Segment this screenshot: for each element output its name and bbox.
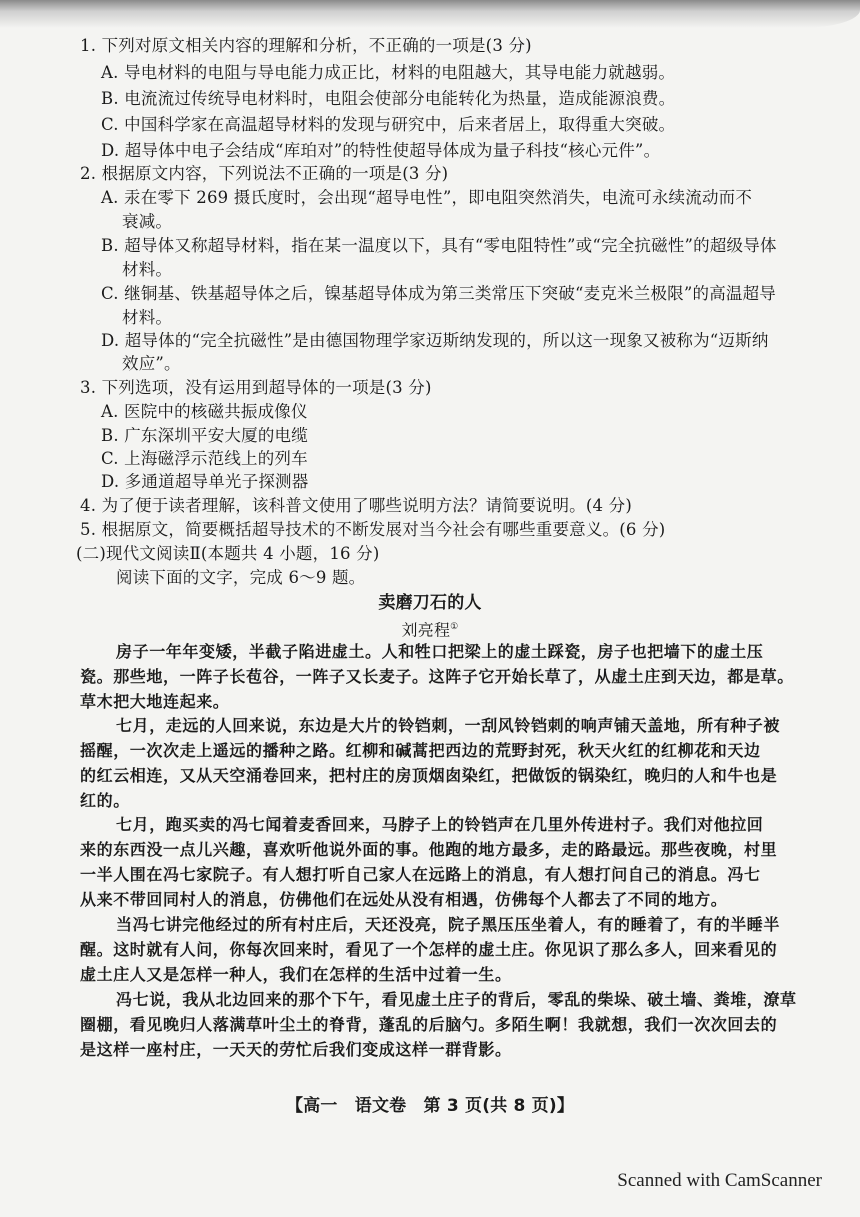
- question-2-option-d-cont: 效应”。: [122, 354, 181, 373]
- story-line: 草木把大地连起来。: [80, 692, 230, 711]
- story-line: 七月，走远的人回来说，东边是大片的铃铛刺，一刮风铃铛刺的响声铺天盖地，所有种子被: [116, 716, 781, 735]
- story-line: 醒。这时就有人问，你每次回来时，看见了一个怎样的虚土庄。你见识了那么多人，回来看见的: [80, 940, 778, 959]
- question-2-option-a-cont: 衰减。: [122, 212, 173, 231]
- question-2-option-b: B. 超导体又称超导材料，指在某一温度以下，具有“零电阻特性”或“完全抗磁性”的超级导体: [101, 236, 777, 255]
- question-2-option-c-cont: 材料。: [122, 308, 173, 327]
- question-4: 4. 为了便于读者理解，该科普文使用了哪些说明方法？请简要说明。(4 分): [80, 496, 633, 515]
- question-2-stem: 2. 根据原文内容，下列说法不正确的一项是(3 分): [80, 164, 449, 183]
- story-line: 从来不带回同村人的消息，仿佛他们在远处从没有相遇，仿佛每个人都去了不同的地方。: [80, 890, 728, 909]
- story-line: 一半人围在冯七家院子。有人想打听自己家人在远路上的消息，有人想打问自己的消息。冯七: [80, 865, 761, 884]
- story-author-line: [0, 615, 860, 642]
- footnote-marker: ①: [450, 622, 459, 632]
- section-2-heading: (二)现代文阅读Ⅱ(本题共 4 小题，16 分): [76, 544, 380, 563]
- question-1-option-b: B. 电流流过传统导电材料时，电阻会使部分电能转化为热量，造成能源浪费。: [101, 89, 676, 108]
- camscanner-watermark: Scanned with CamScanner: [617, 1170, 822, 1191]
- story-line: 红的。: [80, 791, 130, 810]
- story-line: 瓷。那些地，一阵子长苞谷，一阵子又长麦子。这阵子它开始长草了，从虚土庄到天边，都是草。: [80, 667, 794, 686]
- story-author: 刘亮程: [401, 620, 451, 640]
- question-2-option-a: A. 汞在零下 269 摄氏度时，会出现“超导电性”，即电阻突然消失，电流可永续流动而不: [101, 188, 753, 207]
- story-line: 当冯七讲完他经过的所有村庄后，天还没亮，院子黑压压坐着人，有的睡着了，有的半睡半: [116, 915, 781, 934]
- page-footer: 【高一 语文卷 第 3 页(共 8 页)】: [285, 1096, 575, 1116]
- story-line: 圈棚，看见晚归人落满草叶尘土的脊背，蓬乱的后脑勺。多陌生啊！我就想，我们一次次回去的: [80, 1015, 778, 1034]
- story-line: 摇醒，一次次走上遥远的播种之路。红柳和碱蒿把西边的荒野封死，秋天火红的红柳花和天边: [80, 741, 761, 760]
- question-1-option-a: A. 导电材料的电阻与导电能力成正比，材料的电阻越大，其导电能力就越弱。: [101, 63, 676, 82]
- question-5: 5. 根据原文，简要概括超导技术的不断发展对当今社会有哪些重要意义。(6 分): [80, 520, 666, 539]
- story-line: 冯七说，我从北边回来的那个下午，看见虚土庄子的背后，零乱的柴垛、破土墙、粪堆，潦草: [116, 990, 797, 1009]
- question-1-option-c: C. 中国科学家在高温超导材料的发现与研究中，后来者居上，取得重大突破。: [101, 115, 676, 134]
- story-line: 七月，跑买卖的冯七闻着麦香回来，马脖子上的铃铛声在几里外传进村子。我们对他拉回: [116, 815, 764, 834]
- story-line: 房子一年年变矮，半截子陷进虚土。人和牲口把梁上的虚土踩瓷，房子也把墙下的虚土压: [116, 642, 764, 661]
- question-1-stem: 1. 下列对原文相关内容的理解和分析，不正确的一项是(3 分): [80, 36, 532, 55]
- question-2-option-b-cont: 材料。: [122, 260, 173, 279]
- story-line: 的红云相连，又从天空涌卷回来，把村庄的房顶烟囱染红，把做饭的锅染红，晚归的人和牛也是: [80, 766, 778, 785]
- question-3-option-b: B. 广东深圳平安大厦的电缆: [101, 426, 308, 445]
- question-2-option-c: C. 继铜基、铁基超导体之后，镍基超导体成为第三类常压下突破“麦克米兰极限”的高温超导: [101, 284, 776, 303]
- story-line: 来的东西没一点儿兴趣，喜欢听他说外面的事。他跑的地方最多，走的路最远。那些夜晚，村里: [80, 840, 778, 859]
- question-3-option-c: C. 上海磁浮示范线上的列车: [101, 449, 308, 468]
- section-2-instruction: 阅读下面的文字，完成 6～9 题。: [116, 568, 366, 587]
- question-3-stem: 3. 下列选项，没有运用到超导体的一项是(3 分): [80, 378, 432, 397]
- story-title: 卖磨刀石的人: [378, 593, 482, 613]
- question-2-option-d: D. 超导体的“完全抗磁性”是由德国物理学家迈斯纳发现的，所以这一现象又被称为“迈斯纳: [101, 331, 769, 350]
- story-line: 虚土庄人又是怎样一种人，我们在怎样的生活中过着一生。: [80, 965, 512, 984]
- question-3-option-a: A. 医院中的核磁共振成像仪: [101, 402, 308, 421]
- question-1-option-d: D. 超导体中电子会结成“库珀对”的特性使超导体成为量子科技“核心元件”。: [101, 141, 661, 160]
- question-3-option-d: D. 多通道超导单光子探测器: [101, 472, 309, 491]
- story-line: 是这样一座村庄，一天天的劳忙后我们变成这样一群背影。: [80, 1040, 512, 1059]
